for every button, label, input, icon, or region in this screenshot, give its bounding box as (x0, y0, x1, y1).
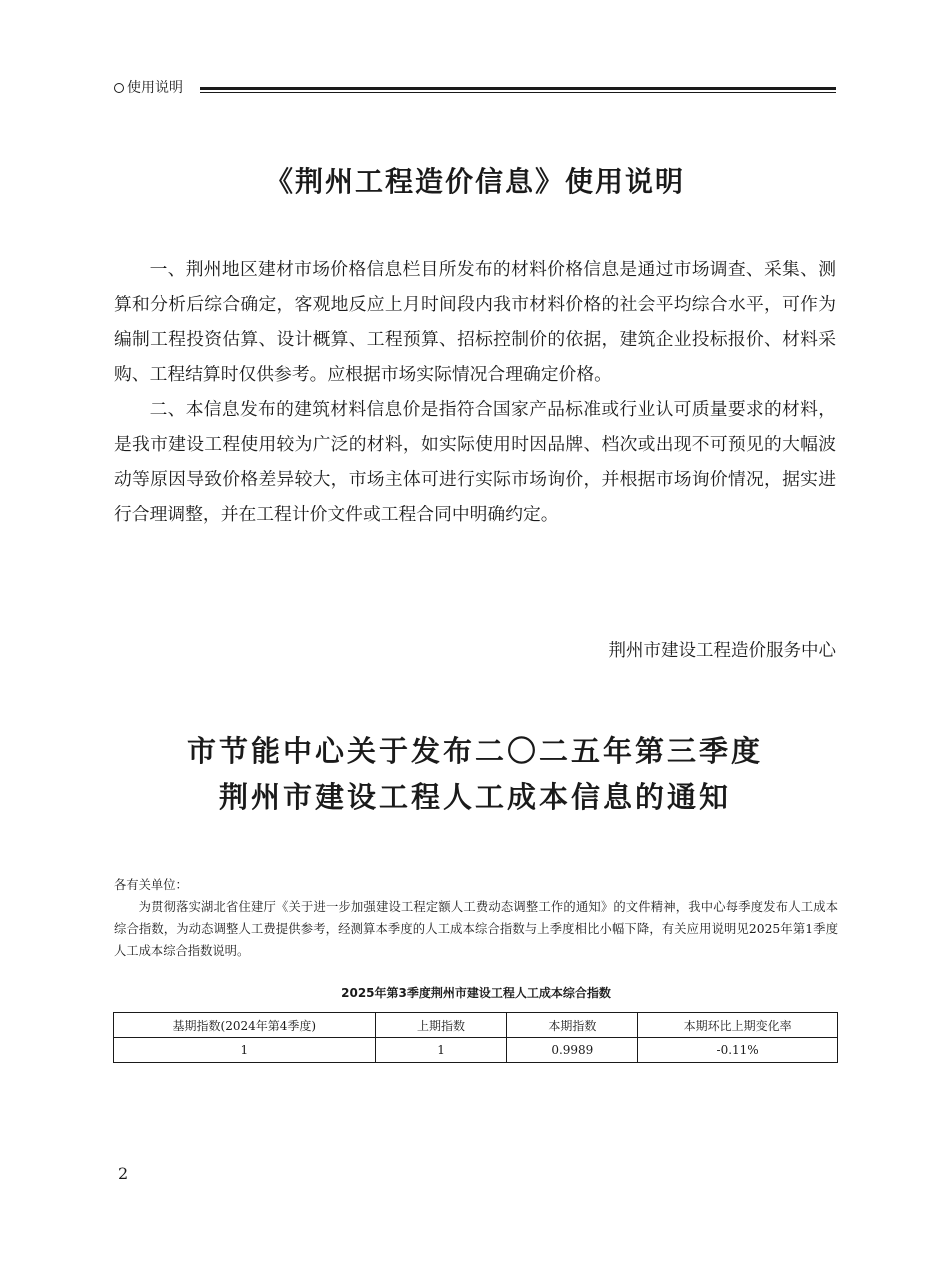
table-header-row (114, 1013, 838, 1038)
cell-current-index: 0.9989 (507, 1038, 638, 1063)
header-rule (200, 87, 836, 90)
notice-title-line-1: 市节能中心关于发布二〇二五年第三季度 (186, 734, 763, 768)
cell-previous-index: 1 (375, 1038, 507, 1063)
index-table-title: 2025年第3季度荆州市建设工程人工成本综合指数 (341, 986, 611, 1000)
cell-base-index: 1 (114, 1038, 376, 1063)
notice-paragraph: 为贯彻落实湖北省住建厅《关于进一步加强建设工程定额人工费动态调整工作的通知》的文件精神，我中心每季度发布人工成本综合指数，为动态调整人工费提供参考，经测算本季度的人工成本综合指数与上季度相比小幅下降，有关应用说明见2025年第1季度人工成本综合指数说明。 (114, 900, 838, 958)
index-table (113, 1012, 838, 1063)
page-number: 2 (118, 1164, 129, 1183)
notice-title (114, 728, 836, 820)
column-header-change-rate: 本期环比上期变化率 (638, 1013, 838, 1038)
table-row (114, 1038, 838, 1063)
section-label (114, 78, 183, 98)
notice-body (114, 874, 838, 962)
circle-icon (114, 83, 124, 93)
usage-paragraph-1: 一、荆州地区建材市场价格信息栏目所发布的材料价格信息是通过市场调查、采集、测算和分析后综合确定，客观地反应上月时间段内我市材料价格的社会平均综合水平，可作为编制工程投资估算、设计概算、工程预算、招标控制价的依据，建筑企业投标报价、材料采购、工程结算时仅供参考。应根据市场实际情况合理确定价格。 (114, 259, 836, 385)
notice-salutation: 各有关单位： (114, 878, 188, 892)
usage-title: 《荆州工程造价信息》使用说明 (264, 165, 685, 198)
running-header (114, 78, 836, 100)
usage-signature: 荆州市建设工程造价服务中心 (608, 641, 836, 661)
usage-body (114, 252, 836, 532)
column-header-current-index: 本期指数 (507, 1013, 638, 1038)
header-rule-thin (200, 92, 836, 93)
usage-paragraph-2: 二、本信息发布的建筑材料信息价是指符合国家产品标准或行业认可质量要求的材料，是我市建设工程使用较为广泛的材料，如实际使用时因品牌、档次或出现不可预见的大幅波动等原因导致价格差异较大，市场主体可进行实际市场询价，并根据市场询价情况，据实进行合理调整，并在工程计价文件或工程合同中明确约定。 (114, 399, 836, 525)
notice-title-line-2: 荆州市建设工程人工成本信息的通知 (218, 780, 731, 814)
column-header-previous-index: 上期指数 (375, 1013, 507, 1038)
section-label-text: 使用说明 (127, 80, 183, 96)
cell-change-rate: -0.11% (638, 1038, 838, 1063)
column-header-base-index: 基期指数(2024年第4季度) (114, 1013, 376, 1038)
